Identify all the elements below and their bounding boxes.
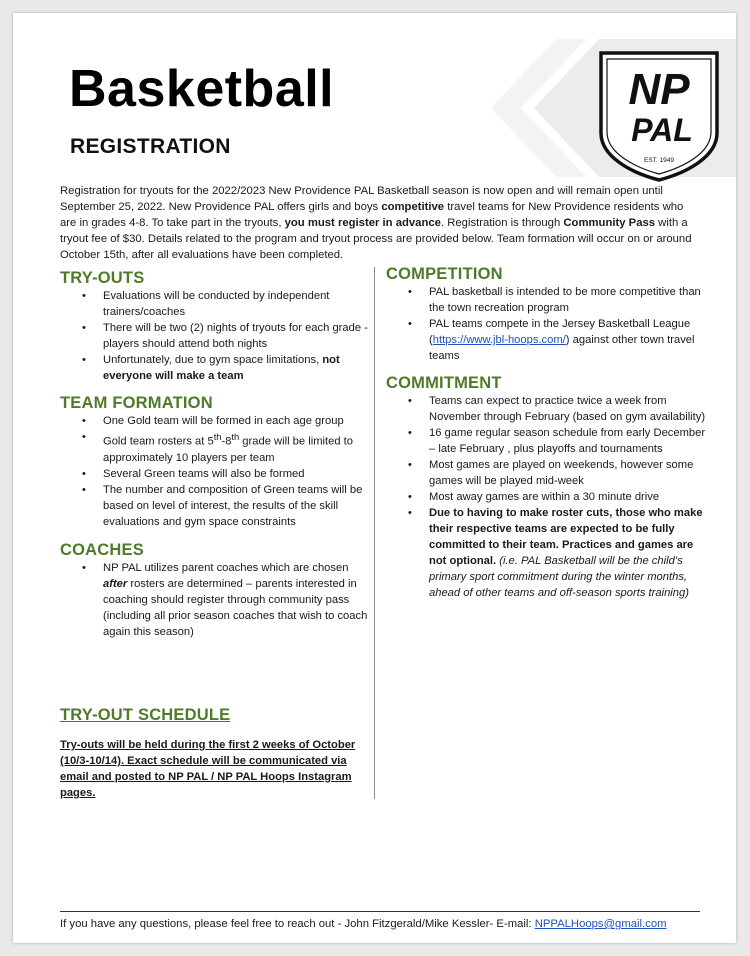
list-item: • Due to having to make roster cuts, those who make their respective teams are expected to be fully committed to their team. Practices and games are not optional. (i.e. PAL Basketball will be the child’s primary sport commitment during the winter months, ahead of other teams and off-season sports training) bbox=[386, 505, 708, 601]
list-item: • One Gold team will be formed in each age group bbox=[60, 413, 370, 429]
logo-pal-text: PAL bbox=[631, 112, 693, 148]
list-item: • Gold team rosters at 5th-8th grade will be limited to approximately 10 players per team bbox=[60, 429, 370, 466]
list-item: • Most games are played on weekends, however some games will be played mid-week bbox=[386, 457, 708, 489]
footer-contact: If you have any questions, please feel free to reach out - John Fitzgerald/Mike Kessler- E-mail: NPPALHoops@gmail.com bbox=[60, 918, 667, 930]
page-title: Basketball bbox=[69, 60, 335, 118]
list-item: • NP PAL utilizes parent coaches which are chosen after rosters are determined – parents interested in coaching should register through community pass (including all prior season coaches that wish to coach again this season) bbox=[60, 560, 370, 640]
tryouts-list bbox=[60, 288, 370, 384]
jbl-hoops-link[interactable]: https://www.jbl-hoops.com/ bbox=[432, 334, 566, 346]
team-formation-heading: TEAM FORMATION bbox=[60, 394, 213, 412]
coaches-list bbox=[60, 560, 370, 640]
commitment-heading: COMMITMENT bbox=[386, 374, 502, 392]
page-subtitle: REGISTRATION bbox=[70, 135, 231, 158]
right-column bbox=[386, 265, 708, 601]
list-item: • 16 game regular season schedule from early December – late February , plus playoffs and tournaments bbox=[386, 425, 708, 457]
list-item: • PAL basketball is intended to be more competitive than the town recreation program bbox=[386, 284, 708, 316]
competition-list bbox=[386, 284, 708, 364]
contact-email-link[interactable]: NPPALHoops@gmail.com bbox=[534, 918, 667, 930]
list-item: • Most away games are within a 30 minute drive bbox=[386, 489, 708, 505]
np-pal-logo bbox=[596, 49, 722, 183]
footer-divider bbox=[60, 911, 700, 912]
list-item: • Teams can expect to practice twice a week from November through February (based on gym availability) bbox=[386, 393, 708, 425]
document-page bbox=[13, 13, 736, 943]
tryout-schedule-section bbox=[60, 706, 370, 801]
team-formation-list bbox=[60, 413, 370, 530]
logo-est-text: EST. 1949 bbox=[644, 157, 674, 164]
logo-np-text: NP bbox=[628, 65, 690, 114]
list-item: • Evaluations will be conducted by independent trainers/coaches bbox=[60, 288, 370, 320]
tryout-schedule-text: Try-outs will be held during the first 2 weeks of October (10/3-10/14). Exact schedule will be communicated via email and posted to NP PAL / NP PAL Hoops Instagram pages. bbox=[60, 739, 356, 799]
commitment-list bbox=[386, 393, 708, 601]
column-divider bbox=[374, 267, 375, 799]
list-item: • There will be two (2) nights of tryouts for each grade - players should attend both nights bbox=[60, 320, 370, 352]
list-item: • PAL teams compete in the Jersey Basketball League (https://www.jbl-hoops.com/) against other town travel teams bbox=[386, 316, 708, 364]
tryouts-heading: TRY-OUTS bbox=[60, 269, 145, 287]
list-item: • Several Green teams will also be formed bbox=[60, 466, 370, 482]
intro-paragraph: Registration for tryouts for the 2022/2023 New Providence PAL Basketball season is now open and will remain open until September 25, 2022. New Providence PAL offers girls and boys competitive travel teams for New Providence residents who are in grades 4-8. To take part in the tryouts, you must register in advance. Registration is through Community Pass with a tryout fee of $30. Details related to the program and tryout process are provided below. Team formation will occur on or around October 15th, after all evaluations have been completed. bbox=[60, 185, 692, 261]
left-column bbox=[60, 269, 370, 640]
list-item: • Unfortunately, due to gym space limitations, not everyone will make a team bbox=[60, 352, 370, 384]
coaches-heading: COACHES bbox=[60, 540, 144, 559]
competition-heading: COMPETITION bbox=[386, 265, 503, 283]
tryout-schedule-heading: TRY-OUT SCHEDULE bbox=[60, 706, 231, 724]
list-item: • The number and composition of Green teams will be based on level of interest, the results of the skill evaluations and gym space constraints bbox=[60, 482, 370, 530]
